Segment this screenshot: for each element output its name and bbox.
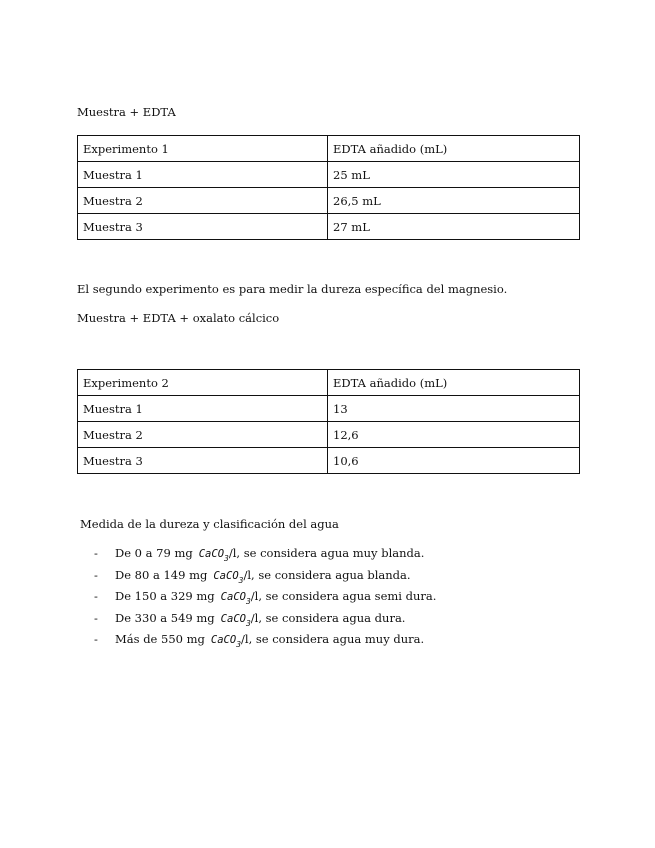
table-cell-sample: Muestra 1: [78, 396, 328, 422]
table-cell-volume: 12,6: [328, 422, 580, 448]
table-cell-sample: Muestra 3: [78, 448, 328, 474]
header-cell-edta: EDTA añadido (mL): [328, 136, 580, 162]
table-cell-sample: Muestra 2: [78, 188, 328, 214]
table-cell-sample: Muestra 1: [78, 162, 328, 188]
formula-caco3: CaCO$_3$: [220, 612, 251, 628]
header-cell-experiment: Experimento 1: [78, 136, 328, 162]
list-bullet: -: [94, 632, 98, 646]
table-row: [78, 448, 580, 474]
table-row: [78, 422, 580, 448]
formula-caco3: CaCO$_3$: [210, 634, 242, 649]
table-cell-volume: 26,5 mL: [328, 188, 580, 214]
classification-text: /l, se considera agua muy blanda.: [228, 546, 425, 560]
table-row: [78, 396, 580, 422]
list-item: [94, 632, 436, 654]
table-experimento-2: [77, 369, 580, 474]
formula-caco3: CaCO$_3$: [198, 548, 229, 563]
list-item: [94, 611, 436, 633]
range-text: De 80 a 149 mg: [115, 567, 208, 582]
range-text: De 0 a 79 mg: [115, 546, 193, 560]
range-text: De 330 a 549 mg: [115, 610, 215, 625]
range-text: Más de 550 mg: [115, 632, 205, 646]
classification-text: /l, se considera agua semi dura.: [250, 589, 437, 603]
classification-text: /l, se considera agua muy dura.: [241, 632, 425, 646]
classification-text: /l, se considera agua dura.: [250, 610, 406, 625]
table-cell-sample: Muestra 3: [78, 214, 328, 240]
table-cell-volume: 13: [328, 396, 580, 422]
table-cell-volume: 10,6: [328, 448, 580, 474]
list-item: [94, 568, 436, 590]
list-bullet: -: [94, 610, 98, 625]
header-cell-experiment: Experimento 2: [78, 370, 328, 396]
header-cell-edta: EDTA añadido (mL): [328, 370, 580, 396]
list-bullet: -: [94, 546, 98, 560]
heading-muestra-edta: Muestra + EDTA: [77, 105, 176, 119]
table-row: [78, 214, 580, 240]
hardness-classification-list: [94, 546, 436, 654]
list-item: [94, 589, 436, 611]
list-bullet: -: [94, 567, 98, 582]
table-row: [78, 188, 580, 214]
table-cell-sample: Muestra 2: [78, 422, 328, 448]
list-item: [94, 546, 436, 568]
paragraph-segundo-experimento: El segundo experimento es para medir la dureza específica del magnesio.: [77, 282, 508, 296]
table-header-row: [78, 136, 580, 162]
table-cell-volume: 27 mL: [328, 214, 580, 240]
table-cell-volume: 25 mL: [328, 162, 580, 188]
formula-caco3: CaCO$_3$: [220, 591, 251, 606]
table-header-row: [78, 370, 580, 396]
range-text: De 150 a 329 mg: [115, 589, 215, 603]
classification-text: /l, se considera agua blanda.: [243, 567, 411, 582]
heading-medida-dureza: Medida de la dureza y clasificación del agua: [80, 517, 339, 531]
formula-caco3: CaCO$_3$: [213, 569, 244, 585]
table-row: [78, 162, 580, 188]
list-bullet: -: [94, 589, 98, 603]
table-experimento-1: [77, 135, 580, 240]
heading-muestra-edta-oxalato: Muestra + EDTA + oxalato cálcico: [77, 311, 280, 325]
